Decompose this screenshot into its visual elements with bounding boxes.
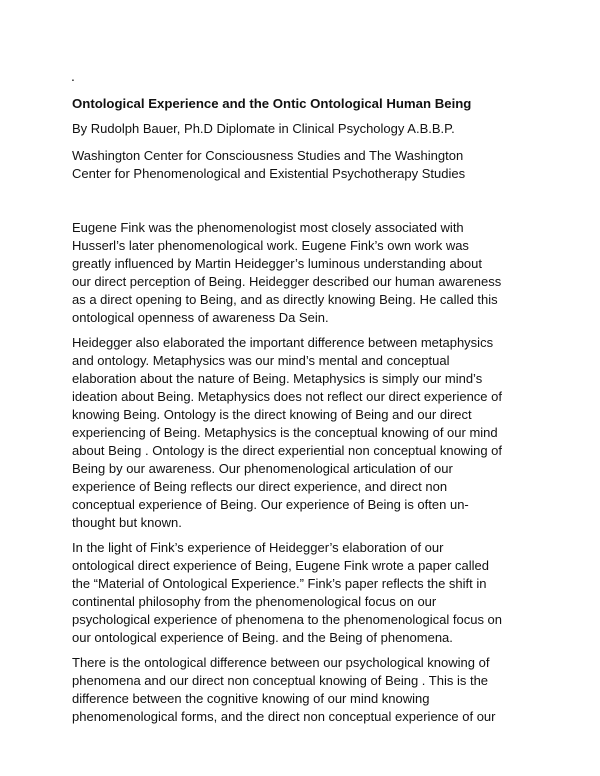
text-line: ideation about Being. Metaphysics does not reflect our direct experience of bbox=[72, 389, 502, 404]
text-line: Heidegger also elaborated the important difference between metaphysics bbox=[72, 335, 494, 350]
text-line: phenomenological forms, and the direct non conceptual experience of our bbox=[72, 709, 496, 724]
text-line: Husserl’s later phenomenological work. Eugene Fink’s own work was bbox=[72, 238, 469, 253]
text-line: about Being . Ontology is the direct experiential non conceptual knowing of bbox=[72, 443, 502, 458]
leading-dot: . bbox=[71, 68, 75, 84]
author-affiliation bbox=[72, 147, 532, 183]
text-line: Being by our awareness. Our phenomenological articulation of our bbox=[72, 461, 453, 476]
text-line: thought but known. bbox=[72, 515, 182, 530]
text-line: phenomena and our direct non conceptual knowing of Being . This is the bbox=[72, 673, 489, 688]
document-page bbox=[72, 66, 532, 733]
paragraph-fink-paper bbox=[72, 539, 532, 647]
text-line: our ontological experience of Being. and the Being of phenomena. bbox=[72, 630, 453, 645]
author-byline: By Rudolph Bauer, Ph.D Diplomate in Clinical Psychology A.B.B.P. bbox=[72, 121, 455, 136]
text-line: In the light of Fink’s experience of Heidegger’s elaboration of our bbox=[72, 540, 444, 555]
text-line: knowing Being. Ontology is the direct knowing of Being and our direct bbox=[72, 407, 472, 422]
text-line: ontological direct experience of Being, Eugene Fink wrote a paper called bbox=[72, 558, 489, 573]
text-line: the “Material of Ontological Experience.” Fink’s paper reflects the shift in bbox=[72, 576, 487, 591]
text-line: and ontology. Metaphysics was our mind’s mental and conceptual bbox=[72, 353, 450, 368]
text-line: Eugene Fink was the phenomenologist most closely associated with bbox=[72, 220, 464, 235]
paragraph-fink-intro bbox=[72, 219, 532, 327]
text-line: experience of Being reflects our direct experience, and direct non bbox=[72, 479, 448, 494]
paragraph-ontological-difference bbox=[72, 654, 532, 726]
text-line: There is the ontological difference between our psychological knowing of bbox=[72, 655, 490, 670]
text-line: as a direct opening to Being, and as directly knowing Being. He called this bbox=[72, 292, 498, 307]
text-line: greatly influenced by Martin Heidegger’s luminous understanding about bbox=[72, 256, 482, 271]
text-line: continental philosophy from the phenomenological focus on our bbox=[72, 594, 437, 609]
text-line: elaboration about the nature of Being. Metaphysics is simply our mind’s bbox=[72, 371, 483, 386]
text-line: conceptual experience of Being. Our experience of Being is often un- bbox=[72, 497, 469, 512]
paragraph-metaphysics-ontology bbox=[72, 334, 532, 532]
text-line: difference between the cognitive knowing of our mind knowing bbox=[72, 691, 430, 706]
text-line: our direct perception of Being. Heidegger described our human awareness bbox=[72, 274, 502, 289]
document-title: Ontological Experience and the Ontic Ontological Human Being bbox=[72, 96, 472, 111]
text-line: psychological experience of phenomena to the phenomenological focus on bbox=[72, 612, 503, 627]
affiliation-line: Washington Center for Consciousness Studies and The Washington bbox=[72, 148, 464, 163]
text-line: ontological openness of awareness Da Sein. bbox=[72, 310, 329, 325]
text-line: experiencing of Being. Metaphysics is the conceptual knowing of our mind bbox=[72, 425, 498, 440]
affiliation-line: Center for Phenomenological and Existential Psychotherapy Studies bbox=[72, 166, 466, 181]
